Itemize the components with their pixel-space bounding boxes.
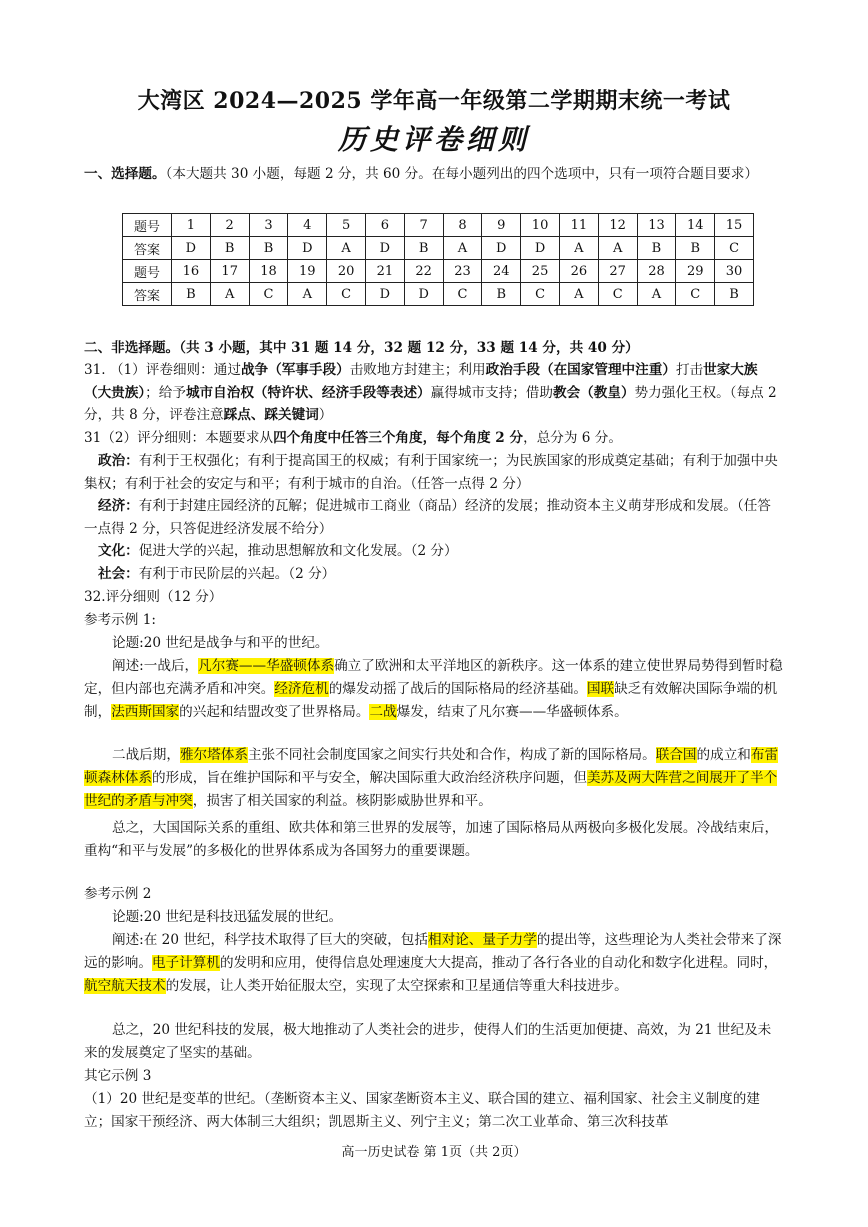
- answer-cell: D: [365, 283, 404, 306]
- aspect-label: 社会：: [98, 566, 139, 582]
- question-number-cell: 6: [365, 214, 404, 237]
- answer-cell: A: [443, 237, 482, 260]
- text-span: 确立了欧洲和太平洋地区的新秩序。这一体系的建立使世界局势得到暂时稳定，但内部也充满矛盾和冲突。: [84, 658, 783, 697]
- question-number-cell: 29: [676, 260, 715, 283]
- answer-cell: B: [249, 237, 288, 260]
- answer-cell: B: [172, 283, 211, 306]
- question-number-cell: 15: [715, 214, 754, 237]
- section1-heading-text: （本大题共 30 小题，每题 2 分，共 60 分。在每小题列出的四个选项中，只有一项符合题目要求）: [165, 166, 759, 182]
- highlight: 经济危机: [274, 681, 329, 697]
- key-point: 教会（教皇）: [552, 384, 635, 401]
- question-number-cell: 20: [327, 260, 366, 283]
- q32-heading: 32.评分细则（12 分）: [84, 589, 223, 605]
- text-span: 赢得城市支持；借助: [430, 384, 553, 401]
- text-span: 31（2）评分细则：本题要求从: [84, 430, 274, 446]
- highlight: 电子计算机: [151, 955, 220, 971]
- highlight: 法西斯国家: [111, 704, 180, 720]
- answer-cell: C: [443, 283, 482, 306]
- example1-label: 参考示例 1:: [84, 612, 156, 628]
- example3-paragraph1: （1）20 世纪是变革的世纪。（垄断资本主义、国家垄断资本主义、联合国的建立、福利国家、社会主义制度的建立；国家干预经济、两大体制三大组织；凯恩斯主义、列宁主义；第二次工业革命、第三次科技革: [84, 1091, 760, 1130]
- example1-paragraph2: [84, 744, 784, 813]
- document-title: 大湾区 2024—2025 学年高一年级第二学期期末统一考试: [137, 88, 731, 114]
- q31-part2-intro: [84, 427, 784, 450]
- example3-label: 其它示例 3: [84, 1068, 152, 1084]
- text-span: 击败地方封建主；利用: [349, 362, 486, 378]
- answer-cell: A: [327, 237, 366, 260]
- answer-cell: B: [210, 237, 249, 260]
- answer-cell: A: [210, 283, 249, 306]
- q31-culture: [84, 540, 784, 563]
- question-number-cell: 10: [521, 214, 560, 237]
- text-span: 打击: [675, 362, 704, 378]
- document-subtitle: 历史评卷细则: [337, 123, 530, 156]
- key-point: 政治手段（在国家管理中注重）: [485, 362, 676, 378]
- question-number-cell: 26: [559, 260, 598, 283]
- answer-cell: C: [676, 283, 715, 306]
- answer-cell: D: [404, 283, 443, 306]
- question-number-cell: 1: [172, 214, 211, 237]
- aspect-text: 有利于封建庄园经济的瓦解；促进城市工商业（商品）经济的发展；推动资本主义萌芽形成和发展。（任答一点得 2 分，只答促进经济发展不给分）: [84, 498, 771, 537]
- key-point: 四个角度中任答三个角度，每个角度 2 分: [273, 430, 524, 446]
- text-span: 阐述:一战后，: [112, 658, 199, 674]
- q31-part1: [84, 359, 784, 427]
- row-label-answer: 答案: [123, 237, 172, 260]
- question-number-cell: 14: [676, 214, 715, 237]
- key-point: 战争（军事手段）: [240, 362, 350, 378]
- example1-paragraph3: 总之，大国国际关系的重组、欧共体和第三世界的发展等，加速了国际格局从两极向多极化发展。冷战结束后，重构“和平与发展”的多极化的世界体系成为各国努力的重要课题。: [84, 820, 779, 859]
- answer-cell: B: [482, 283, 521, 306]
- q31-politics: [84, 450, 784, 495]
- highlight: 凡尔赛——华盛顿体系: [198, 658, 335, 674]
- aspect-label: 政治：: [98, 453, 139, 469]
- row-label-answer: 答案: [123, 283, 172, 306]
- text-span: 阐述:在 20 世纪，科学技术取得了巨大的突破，包括: [112, 932, 428, 948]
- question-number-cell: 11: [559, 214, 598, 237]
- question-number-cell: 21: [365, 260, 404, 283]
- aspect-label: 经济：: [98, 498, 139, 514]
- answer-cell: A: [559, 283, 598, 306]
- question-number-cell: 3: [249, 214, 288, 237]
- answer-table: [122, 213, 754, 306]
- row-label-question: 题号: [123, 260, 172, 283]
- question-number-cell: 9: [482, 214, 521, 237]
- question-number-cell: 2: [210, 214, 249, 237]
- question-number-cell: 19: [288, 260, 327, 283]
- text-span: 爆发，结束了凡尔赛——华盛顿体系。: [396, 704, 628, 720]
- section1-heading-label: 一、选择题。: [84, 166, 166, 182]
- highlight: 国联: [586, 681, 615, 697]
- answer-cell: A: [598, 237, 637, 260]
- answer-cell: D: [288, 237, 327, 260]
- question-number-cell: 17: [210, 260, 249, 283]
- text-span: ，损害了相关国家的利益。核阴影威胁世界和平。: [192, 793, 492, 809]
- highlight: 航空航天技术: [84, 978, 166, 994]
- text-span: 主张不同社会制度国家之间实行共处和合作，构成了新的国际格局。: [247, 747, 656, 763]
- table-row: [123, 260, 754, 283]
- question-number-cell: 18: [249, 260, 288, 283]
- aspect-label: 文化：: [98, 543, 139, 559]
- text-span: 势力强化王权。（每点 2 分，共 8 分，评卷注意: [84, 384, 777, 423]
- highlight: 相对论、量子力学: [428, 932, 537, 948]
- answer-cell: B: [715, 283, 754, 306]
- key-point: 踩点、踩关键词: [223, 407, 319, 423]
- highlight: 联合国: [655, 747, 697, 763]
- example1-paragraph1: [84, 655, 784, 724]
- question-number-cell: 25: [521, 260, 560, 283]
- question-number-cell: 23: [443, 260, 482, 283]
- example2-paragraph1: [84, 929, 784, 998]
- text-span: 的爆发动摇了战后的国际格局的经济基础。: [328, 681, 587, 697]
- aspect-text: 有利于王权强化；有利于提高国王的权威；有利于国家统一；为民族国家的形成奠定基础；有利于加强中央集权；有利于社会的安定与和平；有利于城市的自治。（任答一点得 2 分）: [84, 453, 778, 492]
- question-number-cell: 7: [404, 214, 443, 237]
- example2-paragraph2: 总之，20 世纪科技的发展，极大地推动了人类社会的进步，使得人们的生活更加便捷、高效，为 21 世纪及未来的发展奠定了坚实的基础。: [84, 1022, 772, 1061]
- answer-cell: D: [365, 237, 404, 260]
- question-number-cell: 30: [715, 260, 754, 283]
- highlight: 雅尔塔体系: [179, 747, 248, 763]
- answer-cell: B: [637, 237, 676, 260]
- question-number-cell: 5: [327, 214, 366, 237]
- text-span: 缺乏有效解决国际争端的机制，: [84, 681, 778, 720]
- text-span: 的成立和: [696, 747, 751, 763]
- aspect-text: 有利于市民阶层的兴起。（2 分）: [138, 566, 336, 582]
- highlight: 布雷顿森林体系: [84, 747, 779, 786]
- text-span: ；给予: [145, 384, 186, 401]
- q31-economy: [84, 495, 784, 540]
- table-row: [123, 237, 754, 260]
- answer-cell: D: [482, 237, 521, 260]
- answer-cell: A: [559, 237, 598, 260]
- key-point: 城市自治权（特许状、经济手段等表述）: [185, 384, 431, 401]
- example1-thesis: 论题:20 世纪是战争与和平的世纪。: [112, 635, 329, 651]
- text-span: 的形成，旨在维护国际和平与安全，解决国际重大政治经济秩序问题，但: [151, 770, 587, 786]
- example2-thesis: 论题:20 世纪是科技迅猛发展的世纪。: [112, 909, 343, 925]
- text-span: 31. （1）评卷细则：通过: [84, 362, 241, 378]
- text-span: 的发展，让人类开始征服太空，实现了太空探索和卫星通信等重大科技进步。: [165, 978, 628, 994]
- answer-cell: C: [249, 283, 288, 306]
- text-span: 二战后期，: [112, 747, 180, 763]
- q31-society: [84, 563, 784, 586]
- answer-cell: A: [288, 283, 327, 306]
- question-number-cell: 12: [598, 214, 637, 237]
- highlight: 美苏及两大阵营之间展开了半个世纪的矛盾与冲突: [84, 770, 778, 809]
- answer-cell: A: [637, 283, 676, 306]
- answer-cell: B: [676, 237, 715, 260]
- page-footer: 高一历史试卷 第 1页（共 2页）: [341, 1145, 527, 1160]
- table-row: [123, 283, 754, 306]
- question-number-cell: 28: [637, 260, 676, 283]
- row-label-question: 题号: [123, 214, 172, 237]
- text-span: 的提出等，这些理论为人类社会带来了深远的影响。: [84, 932, 782, 971]
- section2-heading: 二、非选择题。（共 3 小题，其中 31 题 14 分，32 题 12 分，33 题 14 分，共 40 分）: [84, 340, 639, 356]
- answer-cell: C: [598, 283, 637, 306]
- aspect-text: 促进大学的兴起，推动思想解放和文化发展。（2 分）: [138, 543, 458, 559]
- text-span: 的发明和应用，使得信息处理速度大大提高，推动了各行各业的自动化和数字化进程。同时，: [219, 955, 778, 971]
- section1-heading: [84, 163, 784, 186]
- question-number-cell: 4: [288, 214, 327, 237]
- key-point: 世家大族（大贵族）: [84, 362, 758, 401]
- example2-label: 参考示例 2: [84, 886, 152, 902]
- answer-cell: C: [715, 237, 754, 260]
- table-row: [123, 214, 754, 237]
- answer-cell: D: [172, 237, 211, 260]
- question-number-cell: 24: [482, 260, 521, 283]
- question-number-cell: 16: [172, 260, 211, 283]
- question-number-cell: 22: [404, 260, 443, 283]
- question-number-cell: 8: [443, 214, 482, 237]
- answer-cell: C: [521, 283, 560, 306]
- question-number-cell: 27: [598, 260, 637, 283]
- question-number-cell: 13: [637, 214, 676, 237]
- highlight: 二战: [369, 704, 397, 720]
- text-span: 的兴起和结盟改变了世界格局。: [179, 704, 370, 720]
- answer-cell: B: [404, 237, 443, 260]
- answer-cell: D: [521, 237, 560, 260]
- answer-cell: C: [327, 283, 366, 306]
- text-span: ）: [318, 407, 333, 423]
- text-span: ，总分为 6 分。: [523, 430, 622, 446]
